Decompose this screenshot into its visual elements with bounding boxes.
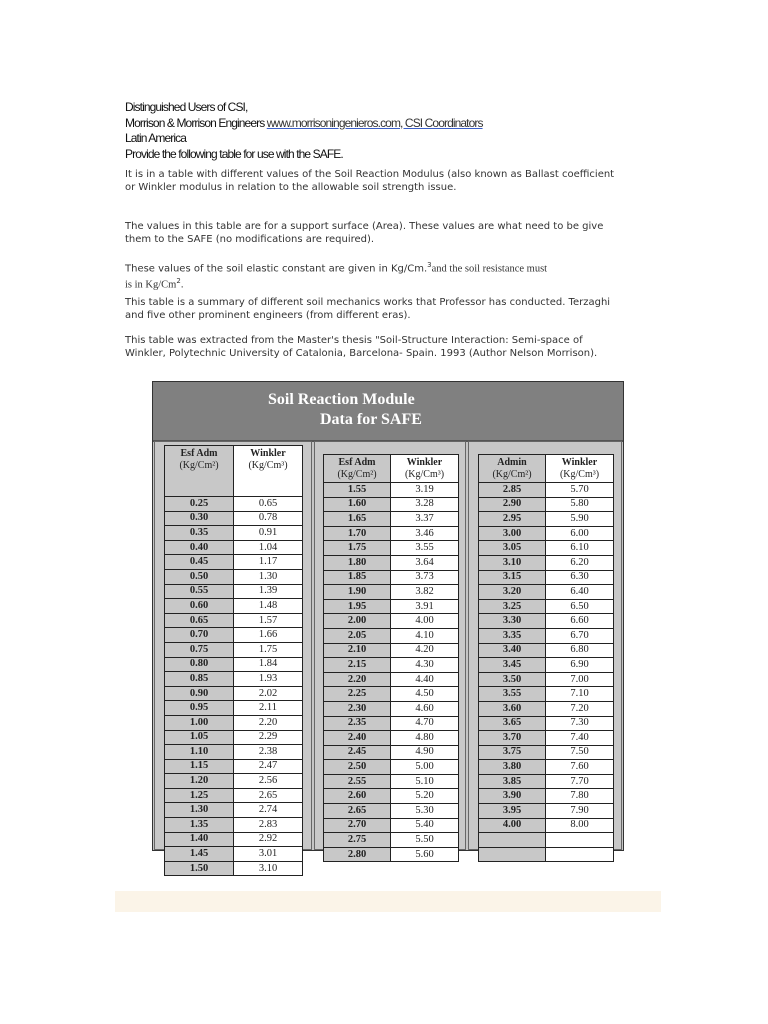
winkler-cell: 6.80 (546, 643, 614, 658)
winkler-cell: 4.10 (391, 628, 459, 643)
stress-cell: 2.30 (324, 701, 391, 716)
table-row (479, 570, 614, 585)
table-row (479, 687, 614, 702)
stress-cell: 0.40 (165, 540, 234, 555)
winkler-cell: 4.20 (391, 643, 459, 658)
stress-cell: 2.90 (479, 497, 546, 512)
winkler-cell: 6.60 (546, 614, 614, 629)
winkler-cell: 7.40 (546, 731, 614, 746)
winkler-cell: 6.30 (546, 570, 614, 585)
stress-cell: 1.05 (165, 730, 234, 745)
winkler-cell: 3.55 (391, 541, 459, 556)
stress-cell: 2.50 (324, 760, 391, 775)
winkler-cell: 1.17 (234, 555, 303, 570)
company-name: Morrison & Morrison Engineers (125, 115, 267, 130)
stress-cell: 0.75 (165, 642, 234, 657)
figure-banner (153, 382, 623, 442)
table-row (324, 658, 459, 673)
winkler-cell: 6.20 (546, 555, 614, 570)
table-header-row (479, 455, 614, 483)
stress-cell: 0.35 (165, 526, 234, 541)
table-row (479, 760, 614, 775)
stress-cell: 1.20 (165, 774, 234, 789)
table-row (165, 628, 303, 643)
table-row (479, 599, 614, 614)
stress-cell: 1.15 (165, 759, 234, 774)
table-row (479, 818, 614, 833)
table-row (165, 745, 303, 760)
stress-cell: 1.30 (165, 803, 234, 818)
winkler-cell: 2.83 (234, 818, 303, 833)
table-row (324, 731, 459, 746)
table-row (479, 658, 614, 673)
winkler-cell: 2.11 (234, 701, 303, 716)
table-row (479, 804, 614, 819)
winkler-cell: 2.47 (234, 759, 303, 774)
units-text-d: . (180, 279, 184, 291)
soil-reaction-figure (152, 381, 624, 874)
column-header-unit: (Kg/Cm²) (492, 469, 532, 480)
stress-cell: 2.20 (324, 672, 391, 687)
table-row (165, 613, 303, 628)
table-row (324, 745, 459, 760)
table-row (479, 541, 614, 556)
table-row (479, 628, 614, 643)
winkler-cell: 4.30 (391, 658, 459, 673)
table-row (165, 788, 303, 803)
winkler-cell: 8.00 (546, 818, 614, 833)
column-header (234, 446, 303, 497)
winkler-cell: 5.20 (391, 789, 459, 804)
stress-cell: 0.60 (165, 599, 234, 614)
region-line: Latin America (125, 131, 187, 145)
winkler-cell: 2.38 (234, 745, 303, 760)
stress-cell: 0.30 (165, 511, 234, 526)
winkler-cell: 5.10 (391, 774, 459, 789)
stress-cell: 2.70 (324, 818, 391, 833)
stress-cell: 3.90 (479, 789, 546, 804)
table-row (165, 526, 303, 541)
stress-cell: 3.30 (479, 614, 546, 629)
stress-cell: 2.15 (324, 658, 391, 673)
table-row (479, 833, 614, 848)
stress-cell: 0.55 (165, 584, 234, 599)
winkler-cell: 7.80 (546, 789, 614, 804)
column-header-unit: (Kg/Cm³) (559, 469, 600, 480)
winkler-cell: 6.40 (546, 585, 614, 600)
stress-cell: 1.70 (324, 526, 391, 541)
winkler-cell: 3.82 (391, 585, 459, 600)
winkler-cell: 4.50 (391, 687, 459, 702)
stress-cell: 3.40 (479, 643, 546, 658)
winkler-cell: 1.93 (234, 672, 303, 687)
table-row (324, 716, 459, 731)
data-table-1 (164, 445, 303, 876)
table-row (324, 701, 459, 716)
stress-cell: 3.55 (479, 687, 546, 702)
intro-line: Provide the following table for use with the SAFE. (125, 146, 343, 161)
column-header-title: Admin (497, 457, 527, 468)
table-row (324, 541, 459, 556)
table-row (479, 526, 614, 541)
stress-cell: 1.65 (324, 512, 391, 527)
table-row (324, 672, 459, 687)
table-row (479, 789, 614, 804)
table-header-row (324, 455, 459, 483)
table-row (324, 760, 459, 775)
units-sup-a: 3 (427, 261, 432, 269)
winkler-cell: 5.70 (546, 483, 614, 498)
table-row (165, 715, 303, 730)
stress-cell: 1.95 (324, 599, 391, 614)
table-row (479, 555, 614, 570)
footer-bar (115, 891, 661, 912)
stress-cell: 1.75 (324, 541, 391, 556)
table-row (165, 774, 303, 789)
table-row (479, 585, 614, 600)
stress-cell: 3.05 (479, 541, 546, 556)
table-row (479, 643, 614, 658)
stress-cell: 1.35 (165, 818, 234, 833)
table-row (479, 672, 614, 687)
winkler-cell: 7.50 (546, 745, 614, 760)
table-row (165, 511, 303, 526)
winkler-cell: 4.80 (391, 731, 459, 746)
paragraph-support-surface: The values in this table are for a support surface (Area). These values are what need to be give them to the SAFE (no modifications are required). (125, 221, 604, 245)
stress-cell: 0.90 (165, 686, 234, 701)
winkler-cell: 6.10 (546, 541, 614, 556)
winkler-cell: 5.80 (546, 497, 614, 512)
stress-cell: 3.80 (479, 760, 546, 775)
winkler-cell: 2.92 (234, 832, 303, 847)
stress-cell: 2.45 (324, 745, 391, 760)
winkler-cell: 3.91 (391, 599, 459, 614)
stress-cell: 0.45 (165, 555, 234, 570)
column-header-title: Winkler (250, 448, 286, 459)
company-line (125, 116, 645, 132)
table-row (165, 803, 303, 818)
stress-cell: 3.70 (479, 731, 546, 746)
table-row (479, 614, 614, 629)
stress-cell: 2.75 (324, 833, 391, 848)
table-header-row (165, 446, 303, 497)
column-header (479, 455, 546, 483)
stress-cell: 2.05 (324, 628, 391, 643)
stress-cell (479, 833, 546, 848)
stress-cell: 2.85 (479, 483, 546, 498)
table-row (165, 569, 303, 584)
winkler-cell: 3.01 (234, 847, 303, 862)
figure-subtitle: Data for SAFE (320, 411, 422, 428)
letter-header (125, 100, 645, 162)
stress-cell: 0.50 (165, 569, 234, 584)
website-link[interactable]: www.morrisoningenieros.com, CSI Coordinators (266, 115, 483, 130)
stress-cell: 3.75 (479, 745, 546, 760)
winkler-cell: 5.30 (391, 804, 459, 819)
table-row (479, 716, 614, 731)
stress-cell: 3.95 (479, 804, 546, 819)
stress-cell: 4.00 (479, 818, 546, 833)
winkler-cell: 7.10 (546, 687, 614, 702)
stress-cell: 1.40 (165, 832, 234, 847)
table-row (324, 614, 459, 629)
stress-cell: 1.80 (324, 555, 391, 570)
stress-cell: 3.65 (479, 716, 546, 731)
winkler-cell (546, 847, 614, 862)
winkler-cell: 3.37 (391, 512, 459, 527)
stress-cell: 3.45 (479, 658, 546, 673)
winkler-cell: 5.60 (391, 847, 459, 862)
data-table-3 (478, 454, 614, 862)
units-sup-b: 2 (176, 277, 181, 286)
winkler-cell: 5.40 (391, 818, 459, 833)
table-row (165, 497, 303, 512)
winkler-cell: 1.57 (234, 613, 303, 628)
table-row (324, 512, 459, 527)
paragraph-units (125, 259, 615, 292)
winkler-cell: 2.29 (234, 730, 303, 745)
winkler-cell (546, 833, 614, 848)
winkler-cell: 3.46 (391, 526, 459, 541)
table-row (165, 759, 303, 774)
stress-cell: 2.00 (324, 614, 391, 629)
stress-cell: 3.35 (479, 628, 546, 643)
data-table-2 (323, 454, 459, 862)
stress-cell: 0.65 (165, 613, 234, 628)
stress-cell: 1.00 (165, 715, 234, 730)
stress-cell: 1.55 (324, 483, 391, 498)
winkler-cell: 3.64 (391, 555, 459, 570)
stress-cell: 3.60 (479, 701, 546, 716)
table-row (165, 730, 303, 745)
paragraph-source: This table was extracted from the Master's thesis "Soil-Structure Interaction: Semi-space of Winkler, Polytechnic University of Catalonia, Barcelona- Spain. 1993 (Author Nelson Morrison). (125, 335, 598, 359)
winkler-cell: 3.19 (391, 483, 459, 498)
winkler-cell: 6.00 (546, 526, 614, 541)
stress-cell: 3.85 (479, 774, 546, 789)
column-header-title: Winkler (406, 457, 443, 468)
winkler-cell: 2.65 (234, 788, 303, 803)
column-header-unit: (Kg/Cm³) (248, 460, 288, 471)
winkler-cell: 1.75 (234, 642, 303, 657)
winkler-cell: 4.00 (391, 614, 459, 629)
table-row (165, 832, 303, 847)
winkler-cell: 4.40 (391, 672, 459, 687)
table-row (165, 847, 303, 862)
stress-cell: 1.90 (324, 585, 391, 600)
stress-cell: 2.35 (324, 716, 391, 731)
stress-cell: 3.50 (479, 672, 546, 687)
paragraph-soil-modulus: It is in a table with different values of the Soil Reaction Modulus (also known as Ballast coefficient or Winkler modulus in relation to the allowable soil strength issue. (125, 169, 615, 193)
winkler-cell: 1.30 (234, 569, 303, 584)
table-row (479, 512, 614, 527)
winkler-cell: 4.70 (391, 716, 459, 731)
table-row (165, 599, 303, 614)
stress-cell: 1.10 (165, 745, 234, 760)
units-text-c: is in Kg/Cm (125, 279, 177, 291)
table-row (165, 686, 303, 701)
winkler-cell: 2.20 (234, 715, 303, 730)
column-header (165, 446, 234, 497)
stress-cell: 0.25 (165, 497, 234, 512)
paragraph-summary: This table is a summary of different soil mechanics works that Professor has conducted. Terzaghi and five other prominent engineers (from different eras). (125, 297, 611, 321)
winkler-cell: 4.90 (391, 745, 459, 760)
winkler-cell: 6.50 (546, 599, 614, 614)
winkler-cell: 7.60 (546, 760, 614, 775)
table-row (165, 701, 303, 716)
column-header (391, 455, 459, 483)
winkler-cell: 6.90 (546, 658, 614, 673)
table-row (479, 847, 614, 862)
stress-cell: 2.55 (324, 774, 391, 789)
stress-cell: 2.25 (324, 687, 391, 702)
stress-cell: 2.10 (324, 643, 391, 658)
column-header-unit: (Kg/Cm³) (404, 469, 445, 480)
figure-title: Soil Reaction Module (268, 391, 415, 408)
winkler-cell: 4.60 (391, 701, 459, 716)
table-row (324, 526, 459, 541)
table-row (479, 483, 614, 498)
column-header (324, 455, 391, 483)
column-header (546, 455, 614, 483)
table-row (324, 497, 459, 512)
table-row (479, 731, 614, 746)
table-row (324, 774, 459, 789)
greeting: Distinguished Users of CSI, (125, 100, 248, 114)
stress-cell: 2.80 (324, 847, 391, 862)
winkler-cell: 3.28 (391, 497, 459, 512)
stress-cell: 0.80 (165, 657, 234, 672)
column-header-title: Esf Adm (180, 448, 218, 459)
winkler-cell: 1.48 (234, 599, 303, 614)
winkler-cell: 0.65 (234, 497, 303, 512)
stress-cell: 2.65 (324, 804, 391, 819)
table-row (165, 672, 303, 687)
table-row (324, 570, 459, 585)
table-row (324, 789, 459, 804)
table-row (479, 774, 614, 789)
winkler-cell: 1.84 (234, 657, 303, 672)
units-text-b: and the soil resistance must (431, 263, 548, 275)
winkler-cell: 2.56 (234, 774, 303, 789)
stress-cell: 1.85 (324, 570, 391, 585)
stress-cell: 0.70 (165, 628, 234, 643)
winkler-cell: 0.78 (234, 511, 303, 526)
table-row (324, 847, 459, 862)
stress-cell: 0.85 (165, 672, 234, 687)
table-row (165, 642, 303, 657)
units-text-a: These values of the soil elastic constant are given in Kg/Cm. (125, 263, 428, 275)
stress-cell: 3.15 (479, 570, 546, 585)
winkler-cell: 1.39 (234, 584, 303, 599)
table-row (479, 745, 614, 760)
table-row (479, 701, 614, 716)
winkler-cell: 6.70 (546, 628, 614, 643)
stress-cell: 3.25 (479, 599, 546, 614)
winkler-cell: 5.00 (391, 760, 459, 775)
stress-cell (479, 847, 546, 862)
winkler-cell: 2.74 (234, 803, 303, 818)
winkler-cell: 5.90 (546, 512, 614, 527)
table-row (324, 599, 459, 614)
table-row (324, 643, 459, 658)
table-row (165, 818, 303, 833)
table-row (165, 584, 303, 599)
winkler-cell: 7.00 (546, 672, 614, 687)
stress-cell: 1.25 (165, 788, 234, 803)
stress-cell: 1.50 (165, 861, 234, 876)
stress-cell: 3.20 (479, 585, 546, 600)
table-row (165, 540, 303, 555)
table-row (324, 628, 459, 643)
table-row (324, 687, 459, 702)
stress-cell: 2.40 (324, 731, 391, 746)
table-row (324, 483, 459, 498)
table-row (324, 585, 459, 600)
table-row (324, 555, 459, 570)
winkler-cell: 3.73 (391, 570, 459, 585)
winkler-cell: 7.70 (546, 774, 614, 789)
table-row (479, 497, 614, 512)
table-row (324, 833, 459, 848)
stress-cell: 1.45 (165, 847, 234, 862)
column-header-title: Winkler (561, 457, 598, 468)
stress-cell: 0.95 (165, 701, 234, 716)
column-header-unit: (Kg/Cm²) (337, 469, 377, 480)
table-row (324, 818, 459, 833)
winkler-cell: 1.04 (234, 540, 303, 555)
winkler-cell: 1.66 (234, 628, 303, 643)
winkler-cell: 5.50 (391, 833, 459, 848)
winkler-cell: 7.30 (546, 716, 614, 731)
table-row (324, 804, 459, 819)
table-row (165, 555, 303, 570)
column-header-title: Esf Adm (338, 457, 376, 468)
winkler-cell: 7.20 (546, 701, 614, 716)
table-row (165, 657, 303, 672)
table-row (165, 861, 303, 876)
column-header-unit: (Kg/Cm²) (179, 460, 219, 471)
winkler-cell: 3.10 (234, 861, 303, 876)
stress-cell: 2.60 (324, 789, 391, 804)
stress-cell: 3.10 (479, 555, 546, 570)
stress-cell: 2.95 (479, 512, 546, 527)
winkler-cell: 0.91 (234, 526, 303, 541)
stress-cell: 1.60 (324, 497, 391, 512)
stress-cell: 3.00 (479, 526, 546, 541)
winkler-cell: 7.90 (546, 804, 614, 819)
winkler-cell: 2.02 (234, 686, 303, 701)
